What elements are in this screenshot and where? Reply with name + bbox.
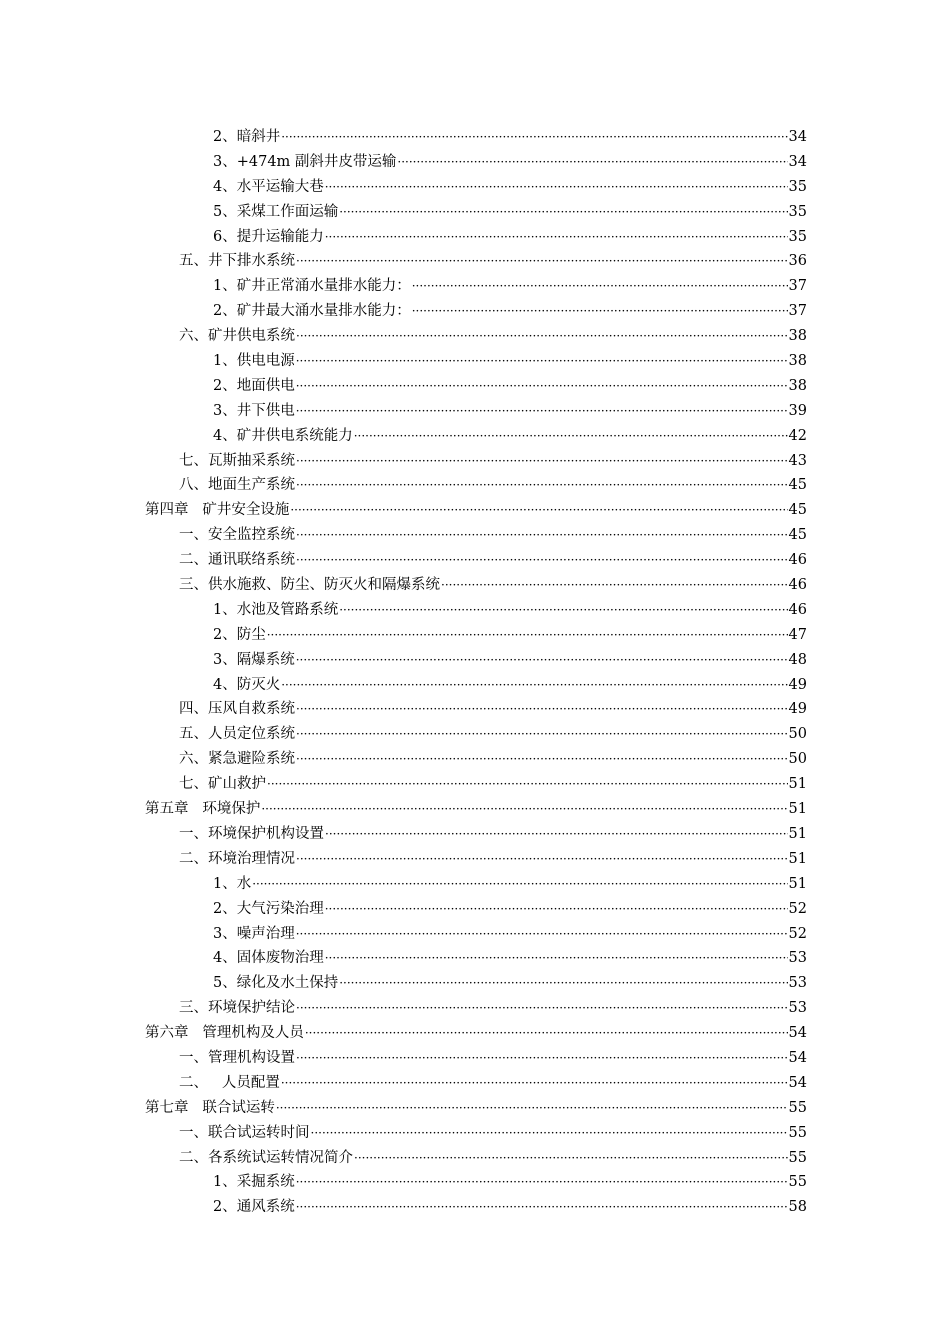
toc-page-number: 49 bbox=[788, 701, 807, 718]
toc-entry[interactable] bbox=[0, 1096, 950, 1121]
toc-entry-line bbox=[179, 822, 807, 847]
toc-entry-label: 六、矿井供电系统 bbox=[179, 328, 295, 345]
toc-entry-label: 第六章 管理机构及人员 bbox=[145, 1025, 304, 1042]
toc-entry-line bbox=[213, 424, 807, 449]
toc-entry-line bbox=[213, 1170, 807, 1195]
toc-dot-leader bbox=[296, 648, 788, 673]
toc-page-number: 55 bbox=[788, 1149, 807, 1166]
toc-entry[interactable] bbox=[0, 274, 950, 299]
toc-dot-leader bbox=[252, 872, 787, 897]
toc-dot-leader bbox=[296, 1195, 788, 1220]
toc-entry[interactable] bbox=[0, 847, 950, 872]
toc-page-number: 45 bbox=[788, 477, 807, 494]
toc-entry-label: 五、人员定位系统 bbox=[179, 726, 295, 743]
toc-entry-label: 二、各系统试运转情况简介 bbox=[179, 1149, 353, 1166]
toc-entry[interactable] bbox=[0, 971, 950, 996]
toc-dot-leader bbox=[325, 225, 788, 250]
toc-entry[interactable] bbox=[0, 772, 950, 797]
toc-entry-label: 第七章 联合试运转 bbox=[145, 1099, 275, 1116]
toc-entry[interactable] bbox=[0, 548, 950, 573]
toc-page-number: 43 bbox=[788, 452, 807, 469]
toc-dot-leader bbox=[267, 623, 788, 648]
toc-entry[interactable] bbox=[0, 1071, 950, 1096]
toc-page-number: 35 bbox=[788, 203, 807, 220]
toc-entry-line bbox=[213, 274, 807, 299]
toc-page-number: 53 bbox=[788, 1000, 807, 1017]
toc-page-number: 52 bbox=[788, 925, 807, 942]
toc-entry-label: 一、安全监控系统 bbox=[179, 527, 295, 544]
toc-page-number: 37 bbox=[788, 303, 807, 320]
toc-page-number: 55 bbox=[788, 1174, 807, 1191]
toc-entry[interactable] bbox=[0, 623, 950, 648]
toc-entry-label: 一、管理机构设置 bbox=[179, 1049, 295, 1066]
toc-entry[interactable] bbox=[0, 399, 950, 424]
toc-page-number: 51 bbox=[788, 776, 807, 793]
toc-entry-line bbox=[179, 1121, 807, 1146]
toc-entry-line bbox=[145, 498, 807, 523]
toc-entry-label: 二、通讯联络系统 bbox=[179, 552, 295, 569]
toc-page-number: 39 bbox=[788, 402, 807, 419]
toc-entry-label: 一、环境保护机构设置 bbox=[179, 825, 324, 842]
toc-entry-label: 2、地面供电 bbox=[213, 377, 295, 394]
toc-entry-line bbox=[213, 374, 807, 399]
toc-entry[interactable] bbox=[0, 598, 950, 623]
toc-page-number: 48 bbox=[788, 651, 807, 668]
toc-entry[interactable] bbox=[0, 498, 950, 523]
toc-entry-line bbox=[179, 697, 807, 722]
toc-page-number: 52 bbox=[788, 900, 807, 917]
toc-entry[interactable] bbox=[0, 324, 950, 349]
toc-page-number: 46 bbox=[788, 577, 807, 594]
toc-page-number: 38 bbox=[788, 328, 807, 345]
toc-entry-label: 五、井下排水系统 bbox=[179, 253, 295, 270]
toc-dot-leader bbox=[296, 449, 788, 474]
toc-entry-line bbox=[179, 449, 807, 474]
toc-dot-leader bbox=[296, 374, 788, 399]
toc-page-number: 51 bbox=[788, 825, 807, 842]
toc-entry-line bbox=[145, 797, 807, 822]
toc-entry-line bbox=[179, 548, 807, 573]
toc-page-number: 45 bbox=[788, 527, 807, 544]
toc-page-number: 49 bbox=[788, 676, 807, 693]
toc-entry[interactable] bbox=[0, 747, 950, 772]
toc-entry-line bbox=[213, 150, 807, 175]
toc-page-number: 55 bbox=[788, 1099, 807, 1116]
toc-entry-label: 2、防尘 bbox=[213, 626, 266, 643]
toc-page-number: 46 bbox=[788, 601, 807, 618]
toc-entry-line bbox=[213, 623, 807, 648]
toc-entry[interactable] bbox=[0, 225, 950, 250]
toc-entry[interactable] bbox=[0, 897, 950, 922]
toc-page-number: 54 bbox=[788, 1049, 807, 1066]
toc-dot-leader bbox=[325, 897, 788, 922]
toc-entry-line bbox=[179, 473, 807, 498]
toc-entry[interactable] bbox=[0, 523, 950, 548]
toc-entry[interactable] bbox=[0, 374, 950, 399]
toc-entry[interactable] bbox=[0, 946, 950, 971]
toc-entry-label: 第五章 环境保护 bbox=[145, 801, 261, 818]
toc-entry[interactable] bbox=[0, 473, 950, 498]
toc-entry-label: 4、防灭火 bbox=[213, 676, 281, 693]
toc-entry-label: 1、水 bbox=[213, 875, 252, 892]
toc-page-number: 54 bbox=[788, 1074, 807, 1091]
toc-entry-line bbox=[213, 648, 807, 673]
table-of-contents bbox=[0, 125, 950, 1220]
toc-entry-line bbox=[179, 249, 807, 274]
toc-entry-label: 5、绿化及水土保持 bbox=[213, 975, 339, 992]
toc-entry-line bbox=[213, 673, 807, 698]
toc-entry-line bbox=[179, 523, 807, 548]
toc-page-number: 35 bbox=[788, 228, 807, 245]
toc-entry[interactable] bbox=[0, 150, 950, 175]
toc-dot-leader bbox=[296, 249, 788, 274]
toc-dot-leader bbox=[296, 523, 788, 548]
toc-entry-label: 一、联合试运转时间 bbox=[179, 1124, 310, 1141]
toc-page-number: 51 bbox=[788, 875, 807, 892]
toc-entry-line bbox=[179, 324, 807, 349]
toc-entry-label: 1、水池及管路系统 bbox=[213, 601, 339, 618]
toc-dot-leader bbox=[354, 1146, 788, 1171]
toc-entry-line bbox=[213, 175, 807, 200]
toc-entry[interactable] bbox=[0, 797, 950, 822]
toc-dot-leader bbox=[296, 1046, 788, 1071]
toc-entry-line bbox=[213, 125, 807, 150]
toc-dot-leader bbox=[296, 399, 788, 424]
toc-entry-label: 1、供电电源 bbox=[213, 353, 295, 370]
toc-page-number: 37 bbox=[788, 278, 807, 295]
toc-dot-leader bbox=[276, 1096, 788, 1121]
toc-dot-leader bbox=[325, 822, 788, 847]
toc-page-number: 34 bbox=[788, 129, 807, 145]
toc-dot-leader bbox=[296, 996, 788, 1021]
toc-page-number: 50 bbox=[788, 726, 807, 743]
toc-entry-line bbox=[179, 1071, 807, 1096]
toc-dot-leader bbox=[325, 175, 788, 200]
toc-entry-line bbox=[213, 200, 807, 225]
toc-entry-label: 七、矿山救护 bbox=[179, 776, 266, 793]
toc-dot-leader bbox=[339, 598, 787, 623]
toc-dot-leader bbox=[305, 1021, 788, 1046]
toc-entry-line bbox=[179, 772, 807, 797]
toc-entry-label: 4、矿井供电系统能力 bbox=[213, 427, 353, 444]
toc-entry[interactable] bbox=[0, 424, 950, 449]
toc-page-number: 38 bbox=[788, 377, 807, 394]
toc-entry-label: 3、隔爆系统 bbox=[213, 651, 295, 668]
toc-entry-label: 2、通风系统 bbox=[213, 1199, 295, 1216]
toc-entry-line bbox=[213, 872, 807, 897]
toc-entry-label: 2、大气污染治理 bbox=[213, 900, 324, 917]
toc-dot-leader bbox=[296, 722, 788, 747]
toc-dot-leader bbox=[281, 1071, 788, 1096]
toc-page-number: 53 bbox=[788, 950, 807, 967]
toc-entry-line bbox=[213, 897, 807, 922]
toc-entry[interactable] bbox=[0, 648, 950, 673]
toc-entry[interactable] bbox=[0, 722, 950, 747]
toc-page-number: 58 bbox=[788, 1199, 807, 1216]
toc-entry-label: 二、 人员配置 bbox=[179, 1074, 280, 1091]
toc-dot-leader bbox=[296, 1170, 788, 1195]
toc-entry-label: 三、环境保护结论 bbox=[179, 1000, 295, 1017]
toc-entry-line bbox=[179, 573, 807, 598]
toc-entry-label: 4、水平运输大巷 bbox=[213, 178, 324, 195]
toc-dot-leader bbox=[281, 125, 787, 150]
toc-dot-leader bbox=[397, 150, 787, 175]
toc-page-number: 51 bbox=[788, 801, 807, 818]
toc-page-number: 38 bbox=[788, 353, 807, 370]
toc-entry-line bbox=[213, 349, 807, 374]
toc-entry-line bbox=[179, 996, 807, 1021]
toc-page-number: 50 bbox=[788, 751, 807, 768]
toc-page-number: 34 bbox=[788, 153, 807, 170]
toc-entry-label: 七、瓦斯抽采系统 bbox=[179, 452, 295, 469]
toc-entry[interactable] bbox=[0, 872, 950, 897]
toc-entry-label: 6、提升运输能力 bbox=[213, 228, 324, 245]
toc-dot-leader bbox=[296, 697, 788, 722]
toc-dot-leader bbox=[261, 797, 787, 822]
toc-page-number: 45 bbox=[788, 502, 807, 519]
toc-entry-line bbox=[213, 946, 807, 971]
toc-entry-label: 2、暗斜井 bbox=[213, 129, 281, 145]
toc-entry-label: 六、紧急避险系统 bbox=[179, 751, 295, 768]
toc-dot-leader bbox=[339, 971, 787, 996]
toc-entry[interactable] bbox=[0, 822, 950, 847]
toc-dot-leader bbox=[290, 498, 787, 523]
toc-page-number: 42 bbox=[788, 427, 807, 444]
toc-entry-label: 4、固体废物治理 bbox=[213, 950, 324, 967]
toc-entry-label: 3、井下供电 bbox=[213, 402, 295, 419]
toc-entry-label: 5、采煤工作面运输 bbox=[213, 203, 339, 220]
toc-page-number: 46 bbox=[788, 552, 807, 569]
toc-page-number: 35 bbox=[788, 178, 807, 195]
toc-dot-leader bbox=[296, 747, 788, 772]
toc-entry-label: 第四章 矿井安全设施 bbox=[145, 502, 290, 519]
toc-entry[interactable] bbox=[0, 125, 950, 150]
toc-entry-line bbox=[213, 598, 807, 623]
toc-entry-line bbox=[213, 299, 807, 324]
toc-entry[interactable] bbox=[0, 200, 950, 225]
toc-entry-line bbox=[213, 225, 807, 250]
toc-entry-line bbox=[179, 747, 807, 772]
toc-entry-label: 3、噪声治理 bbox=[213, 925, 295, 942]
toc-page-number: 53 bbox=[788, 975, 807, 992]
toc-entry[interactable] bbox=[0, 673, 950, 698]
toc-entry-line bbox=[179, 1046, 807, 1071]
toc-entry-line bbox=[145, 1021, 807, 1046]
toc-entry-label: 二、环境治理情况 bbox=[179, 850, 295, 867]
toc-entry-label: 3、+474m 副斜井皮带运输 bbox=[213, 153, 397, 170]
toc-entry-label: 1、采掘系统 bbox=[213, 1174, 295, 1191]
toc-page-number: 54 bbox=[788, 1025, 807, 1042]
toc-entry-line bbox=[179, 722, 807, 747]
toc-entry[interactable] bbox=[0, 249, 950, 274]
toc-entry[interactable] bbox=[0, 1021, 950, 1046]
toc-dot-leader bbox=[296, 922, 788, 947]
toc-dot-leader bbox=[296, 847, 788, 872]
toc-dot-leader bbox=[339, 200, 787, 225]
toc-entry-line bbox=[213, 399, 807, 424]
toc-entry[interactable] bbox=[0, 449, 950, 474]
toc-page-number: 51 bbox=[788, 850, 807, 867]
toc-page-number: 55 bbox=[788, 1124, 807, 1141]
toc-entry[interactable] bbox=[0, 697, 950, 722]
toc-dot-leader bbox=[325, 946, 788, 971]
toc-dot-leader bbox=[296, 473, 788, 498]
toc-entry[interactable] bbox=[0, 1146, 950, 1171]
toc-entry[interactable] bbox=[0, 922, 950, 947]
toc-dot-leader bbox=[441, 573, 788, 598]
toc-entry[interactable] bbox=[0, 1195, 950, 1220]
toc-page-number: 36 bbox=[788, 253, 807, 270]
toc-entry-line bbox=[213, 1195, 807, 1220]
toc-entry-label: 2、矿井最大涌水量排水能力： bbox=[213, 303, 411, 320]
toc-entry-label: 三、供水施救、防尘、防灭火和隔爆系统 bbox=[179, 577, 440, 594]
toc-entry-line bbox=[145, 1096, 807, 1121]
toc-page-number: 47 bbox=[788, 626, 807, 643]
toc-entry-label: 四、压风自救系统 bbox=[179, 701, 295, 718]
toc-entry-label: 1、矿井正常涌水量排水能力： bbox=[213, 278, 411, 295]
toc-dot-leader bbox=[412, 299, 788, 324]
toc-dot-leader bbox=[412, 274, 788, 299]
toc-entry-line bbox=[179, 847, 807, 872]
toc-dot-leader bbox=[296, 349, 788, 374]
toc-dot-leader bbox=[267, 772, 788, 797]
toc-entry[interactable] bbox=[0, 573, 950, 598]
toc-entry[interactable] bbox=[0, 175, 950, 200]
toc-entry[interactable] bbox=[0, 299, 950, 324]
toc-entry[interactable] bbox=[0, 1170, 950, 1195]
toc-entry-line bbox=[179, 1146, 807, 1171]
toc-entry-line bbox=[213, 922, 807, 947]
toc-dot-leader bbox=[296, 548, 788, 573]
toc-dot-leader bbox=[296, 324, 788, 349]
toc-entry-label: 八、地面生产系统 bbox=[179, 477, 295, 494]
toc-entry[interactable] bbox=[0, 1046, 950, 1071]
toc-entry[interactable] bbox=[0, 996, 950, 1021]
toc-entry[interactable] bbox=[0, 349, 950, 374]
toc-entry-line bbox=[213, 971, 807, 996]
toc-dot-leader bbox=[311, 1121, 788, 1146]
toc-dot-leader bbox=[281, 673, 787, 698]
toc-dot-leader bbox=[354, 424, 788, 449]
toc-entry[interactable] bbox=[0, 1121, 950, 1146]
